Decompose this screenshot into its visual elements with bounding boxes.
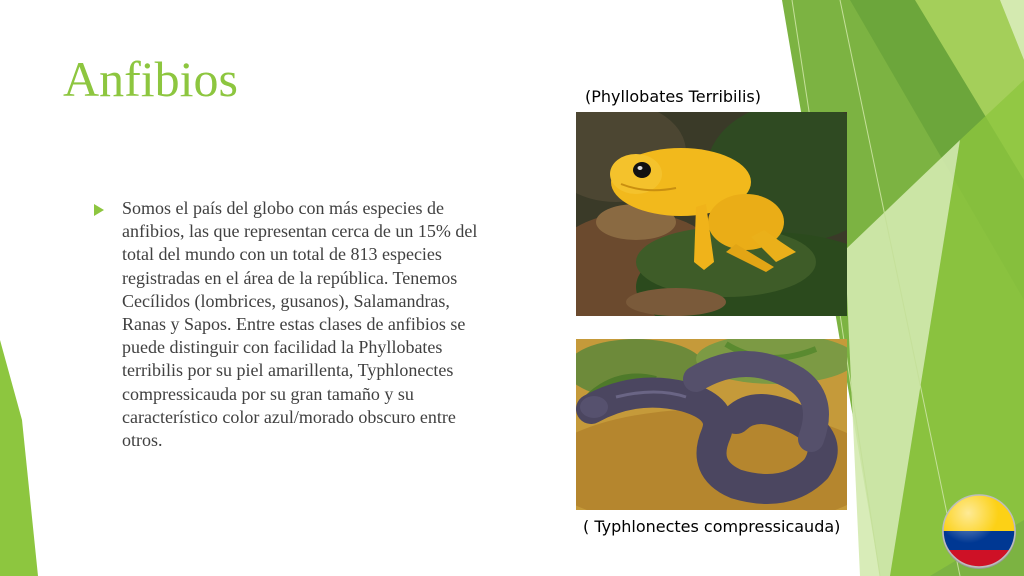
- frog-photo: [576, 112, 847, 316]
- colombia-flag-icon: [940, 492, 1018, 570]
- body-text: Somos el país del globo con más especies de anfibios, las que representan cerca de un 15% del total del mundo con un total de 813 especies registradas en el área de la república. Tenemos Cecílidos (lombrices, gusanos), Salamandras, Ranas y Sapos. Entre estas clases de anfibios se puede distinguir con facilidad la Phyllobates terribilis por su piel amarillenta, Typhlonectes compressicauda por su gran tamaño y su característico color azul/morado obscuro entre otros.: [122, 198, 478, 451]
- caecilian-photo: [576, 339, 847, 510]
- bullet-paragraph: [94, 197, 494, 452]
- slide-title: Anfibios: [63, 51, 238, 107]
- frog-caption: (Phyllobates Terribilis): [585, 87, 761, 106]
- triangle-bullet-icon: [94, 204, 104, 216]
- caecilian-caption: ( Typhlonectes compressicauda): [583, 517, 841, 536]
